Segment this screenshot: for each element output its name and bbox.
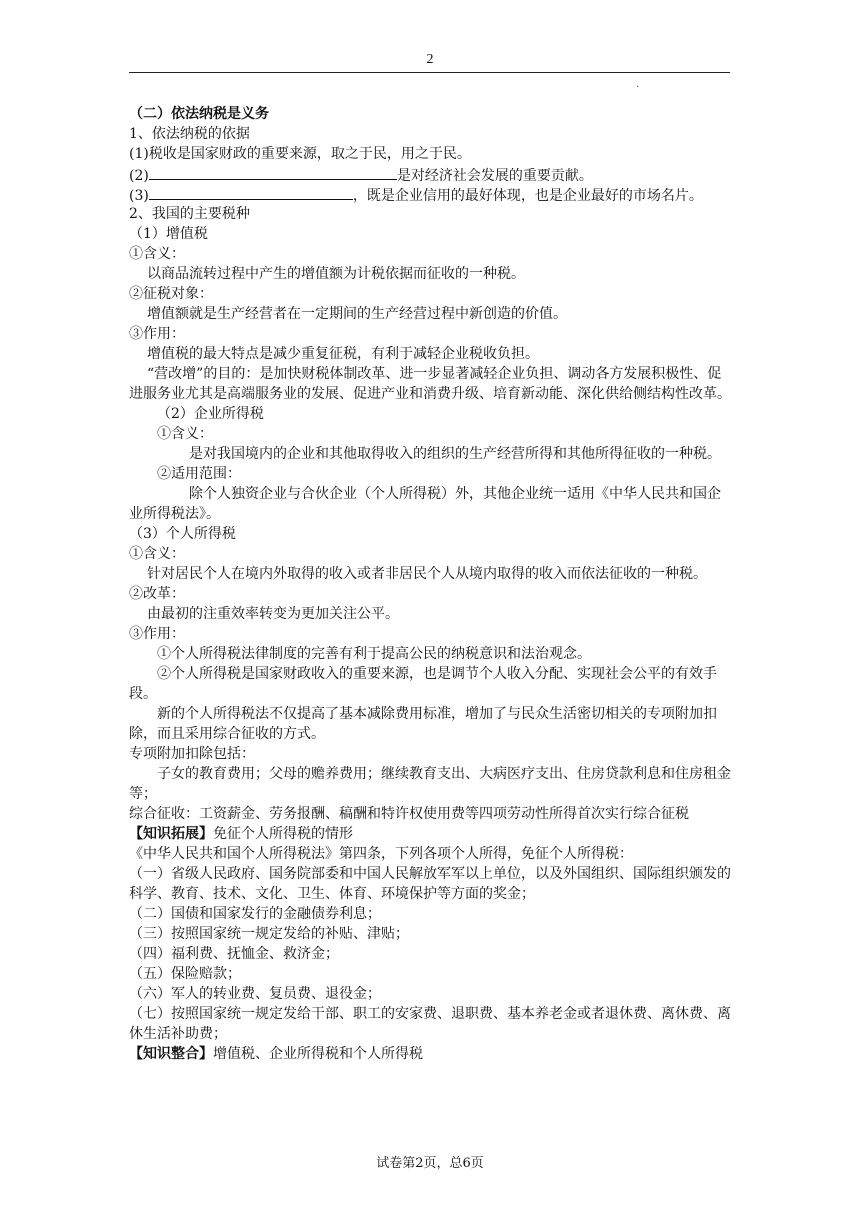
paragraph-line: 《中华人民共和国个人所得税法》第四条，下列各项个人所得，免征个人所得税： [129,846,633,862]
paragraph-line: 由最初的注重效率转变为更加关注公平。 [147,606,399,622]
paragraph-line: 专项附加扣除包括： [129,746,255,762]
paragraph-line: 综合征收：工资薪金、劳务报酬、稿酬和特许权使用费等四项劳动性所得首次实行综合征税 [129,806,689,822]
paragraph-line: 2、我国的主要税种 [129,206,250,222]
blank-suffix: ，既是企业信用的最好体现，也是企业最好的市场名片。 [352,188,703,204]
paragraph-block: 是对我国境内的企业和其他取得收入的组织的生产经营所得和其他所得征收的一种税。 [189,446,721,462]
paragraph-block: 新的个人所得税法不仅提高了基本减除费用标准，增加了与民众生活密切相关的专项附加扣除，而且采用综合征收的方式。 [129,706,717,742]
answer-blank[interactable] [149,184,353,200]
subheading-line: （1）增值税 [129,226,208,242]
blank-suffix: 是对经济社会发展的重要贡献。 [396,168,593,184]
paragraph-line: ①含义： [129,246,185,262]
paragraph-line: （二）国债和国家发行的金融债券利息； [129,906,381,922]
page-number: 2 [426,52,434,67]
knowledge-extension-line [129,824,732,844]
paragraph-line: ①个人所得税法律制度的完善有利于提高公民的纳税意识和法治观念。 [157,646,591,662]
paragraph-block: （七）按照国家统一规定发给干部、职工的安家费、退职费、基本养老金或者退休费、离休费、离休生活补助费； [129,1006,731,1042]
paragraph-line: ②征税对象： [129,286,213,302]
paragraph-line: 增值额就是生产经营者在一定期间的生产经营过程中新创造的价值。 [147,306,567,322]
page-footer: 试卷第2页，总6页 [376,1156,484,1171]
paragraph-block: “营改增”的目的：是加快财税体制改革、进一步显著减轻企业负担、调动各方发展积极性、促进服务业尤其是高端服务业的发展、促进产业和消费升级、培育新动能、深化供给侧结构性改革。 [129,366,731,402]
paragraph-line: （三）按照国家统一规定发给的补贴、津贴； [129,926,409,942]
paragraph-line: ②改革： [129,586,185,602]
fill-blank-line [129,184,732,204]
knowledge-text: 免征个人所得税的情形 [213,826,353,842]
paragraph-block: （一）省级人民政府、国务院部委和中国人民解放军军以上单位，以及外国组织、国际组织颁发的科学、教育、技术、文化、卫生、体育、环境保护等方面的奖金； [129,866,731,902]
paragraph-line: ②适用范围： [157,466,241,482]
subheading-line: （2）企业所得税 [157,406,264,422]
knowledge-label: 【知识整合】 [129,1046,213,1062]
knowledge-integration-line [129,1044,732,1064]
knowledge-label: 【知识拓展】 [129,826,213,842]
knowledge-text: 增值税、企业所得税和个人所得税 [213,1046,423,1062]
paragraph-block: 除个人独资企业与合伙企业（个人所得税）外，其他企业统一适用《中华人民共和国企业所得税法》。 [129,486,721,522]
paragraph-line: 以商品流转过程中产生的增值额为计税依据而征收的一种税。 [147,266,525,282]
subheading-line: （3）个人所得税 [129,526,236,542]
paragraph-block: 子女的教育费用；父母的赡养费用；继续教育支出、大病医疗支出、住房贷款利息和住房租金等； [129,766,731,802]
header-rule [129,72,730,73]
paragraph-line: （六）军人的转业费、复员费、退役金； [129,986,381,1002]
answer-blank[interactable] [149,164,397,180]
paragraph-line: 增值税的最大特点是减少重复征税，有利于减轻企业税收负担。 [147,346,539,362]
paragraph-line: 1、依法纳税的依据 [129,126,250,142]
section-heading: （二）依法纳税是义务 [129,106,269,122]
paragraph-line: ①含义： [129,546,185,562]
paragraph-line: （五）保险赔款； [129,966,241,982]
paragraph-line: ①含义： [157,426,213,442]
header-dot: · [636,82,640,93]
paragraph-line: ③作用： [129,326,185,342]
paragraph-block: 针对居民个人在境内外取得的收入或者非居民个人从境内取得的收入而依法征收的一种税。 [147,566,707,582]
blank-prefix: (3) [129,188,149,204]
paragraph-line: (1)税收是国家财政的重要来源，取之于民，用之于民。 [129,146,471,162]
paragraph-block: ②个人所得税是国家财政收入的重要来源，也是调节个人收入分配、实现社会公平的有效手段。 [129,666,717,702]
fill-blank-line [129,164,732,184]
paragraph-line: （四）福利费、抚恤金、救济金； [129,946,339,962]
blank-prefix: (2) [129,168,149,184]
paragraph-line: ③作用： [129,626,185,642]
document-body [129,104,732,1064]
